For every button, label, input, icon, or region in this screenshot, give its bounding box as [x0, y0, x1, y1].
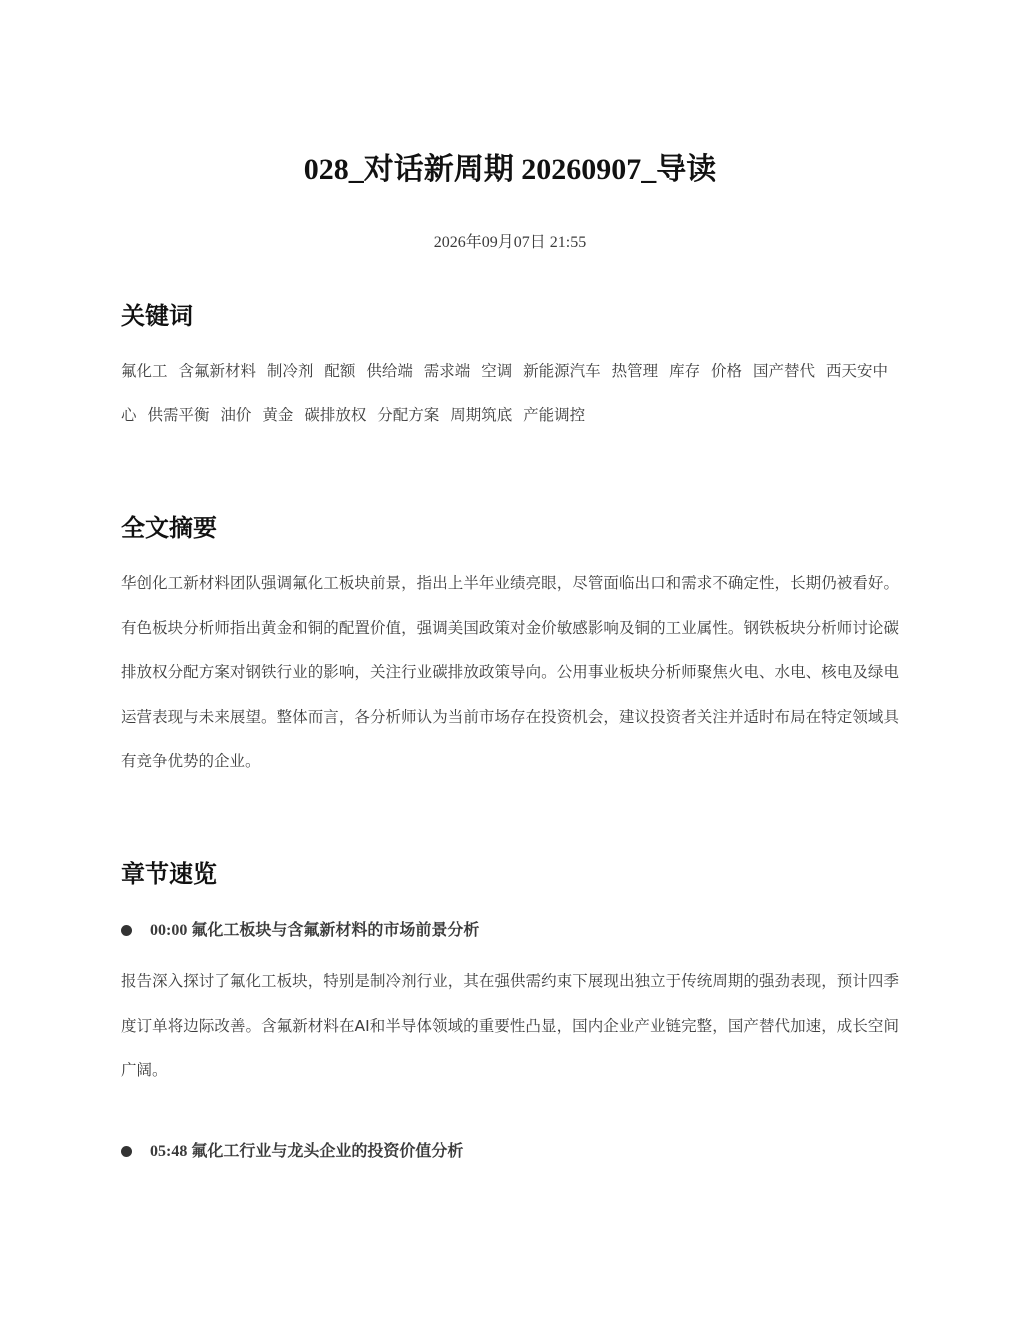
summary-heading: 全文摘要	[121, 514, 217, 542]
keyword-item: 空调	[481, 362, 513, 380]
keyword-item: 周期筑底	[450, 406, 513, 424]
keywords-heading: 关键词	[121, 302, 193, 330]
keyword-item: 分配方案	[377, 406, 440, 424]
chapter-title: 氟化工行业与龙头企业的投资价值分析	[191, 1141, 464, 1160]
keyword-item: 制冷剂	[266, 362, 314, 380]
document-date: 2026年09月07日 21:55	[433, 234, 587, 251]
keyword-item: 供需平衡	[147, 406, 210, 424]
keyword-item: 库存	[669, 362, 701, 380]
chapter-header	[121, 1137, 899, 1165]
keyword-item: 产能调控	[523, 406, 586, 424]
keyword-item: 黄金	[262, 406, 294, 424]
chapter-item	[121, 1137, 899, 1165]
keyword-item: 需求端	[423, 362, 471, 380]
bullet-icon	[121, 925, 132, 936]
keyword-item: 新能源汽车	[523, 362, 601, 380]
keyword-item: 价格	[711, 362, 743, 380]
keyword-item: 西天安中心	[121, 362, 888, 424]
keyword-item: 国产替代	[752, 362, 815, 380]
document-title: 028_对话新周期 20260907_导读	[303, 153, 717, 186]
chapter-summary: 报告深入探讨了氟化工板块，特别是制冷剂行业，其在强供需约束下展现出独立于传统周期的强劲表现，预计四季度订单将边际改善。含氟新材料在AI和半导体领域的重要性凸显，国内企业产业链完整，国产替代加速，成长空间广阔。	[121, 972, 899, 1079]
keyword-item: 供给端	[366, 362, 413, 380]
chapter-title: 氟化工板块与含氟新材料的市场前景分析	[191, 920, 480, 939]
chapter-heading-text	[150, 1137, 463, 1166]
chapter-header	[121, 916, 899, 944]
keyword-item: 热管理	[611, 362, 659, 380]
summary-text: 华创化工新材料团队强调氟化工板块前景，指出上半年业绩亮眼，尽管面临出口和需求不确定性，长期仍被看好。有色板块分析师指出黄金和铜的配置价值，强调美国政策对金价敏感影响及铜的工业属性。钢铁板块分析师讨论碳排放权分配方案对钢铁行业的影响，关注行业碳排放政策导向。公用事业板块分析师聚焦火电、水电、核电及绿电运营表现与未来展望。整体而言，各分析师认为当前市场存在投资机会，建议投资者关注并适时布局在特定领域具有竞争优势的企业。	[121, 574, 899, 770]
keyword-list	[121, 349, 899, 437]
chapter-timestamp: 05:48	[150, 1143, 188, 1160]
chapter-timestamp: 00:00	[150, 922, 188, 939]
chapter-heading-text	[150, 916, 479, 945]
chapters-heading: 章节速览	[121, 860, 217, 888]
keyword-item: 碳排放权	[304, 406, 367, 424]
bullet-icon	[121, 1146, 132, 1157]
chapter-item	[121, 916, 899, 1093]
keyword-item: 配额	[324, 362, 356, 380]
keyword-item: 油价	[220, 406, 252, 424]
keyword-item: 氟化工	[121, 362, 168, 380]
keyword-item: 含氟新材料	[178, 362, 256, 380]
